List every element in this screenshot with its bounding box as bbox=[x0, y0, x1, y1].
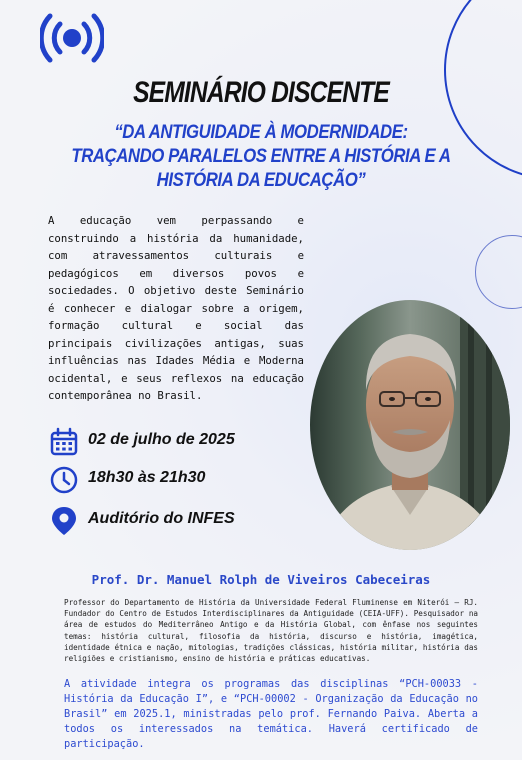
speaker-photo bbox=[310, 300, 510, 550]
event-date: 02 de julho de 2025 bbox=[88, 431, 235, 448]
subtitle-line: HISTÓRIA DA EDUCAÇÃO” bbox=[156, 169, 366, 191]
calendar-icon bbox=[50, 427, 78, 457]
speaker-bio: Professor do Departamento de História da Universidade Federal Fluminense em Niterói – RJ. Fundador do Centro de Estudos Interdisciplinares da Antiguidade (CEIA-UFF). Pesquisador na área de estudos do Mediterrâneo Antigo e da História Global, com ênfase nos seguintes temas: história cultural, filosofia da história, discurso e história, imagética, identidade étnica e nação, mitologias, tradições clássicas, história militar, história das religiões e cristianismo, ensino de história e práticas educativas. bbox=[64, 598, 478, 664]
intro-paragraph: A educação vem perpassando e construindo a história da humanidade, com atravessamentos culturais e pedagógicos em diversos povos e sociedades. O objetivo deste Seminário é conhecer e dialogar sobre a origem, formação cultural e social das principais civilizações antigas, suas influências nas Idades Média e Moderna ocidental, e seus reflexos na educação contemporânea no Brasil. bbox=[48, 214, 304, 402]
seminar-subtitle bbox=[0, 120, 522, 192]
decorative-circle-small bbox=[475, 235, 522, 309]
live-broadcast-icon bbox=[40, 12, 104, 64]
program-note: A atividade integra os programas das disciplinas “PCH-00033 - História da Educação I”, e “PCH-00002 - Organização da Educação no Brasil” em 2025.1, ministradas pelo prof. Fernando Paiva. Aberta a todos os interessados na temática. Haverá certificado de participação. bbox=[64, 678, 478, 750]
clock-icon bbox=[50, 465, 78, 495]
speaker-name: Prof. Dr. Manuel Rolph de Viveiros Cabeceiras bbox=[91, 572, 431, 587]
page-title: SEMINÁRIO DISCENTE bbox=[133, 76, 389, 109]
event-location: Auditório do INFES bbox=[88, 510, 235, 527]
event-time: 18h30 às 21h30 bbox=[88, 469, 206, 486]
map-pin-icon bbox=[50, 506, 78, 536]
subtitle-line: TRAÇANDO PARALELOS ENTRE A HISTÓRIA E A bbox=[71, 145, 451, 167]
subtitle-line: “DA ANTIGUIDADE À MODERNIDADE: bbox=[114, 121, 408, 143]
